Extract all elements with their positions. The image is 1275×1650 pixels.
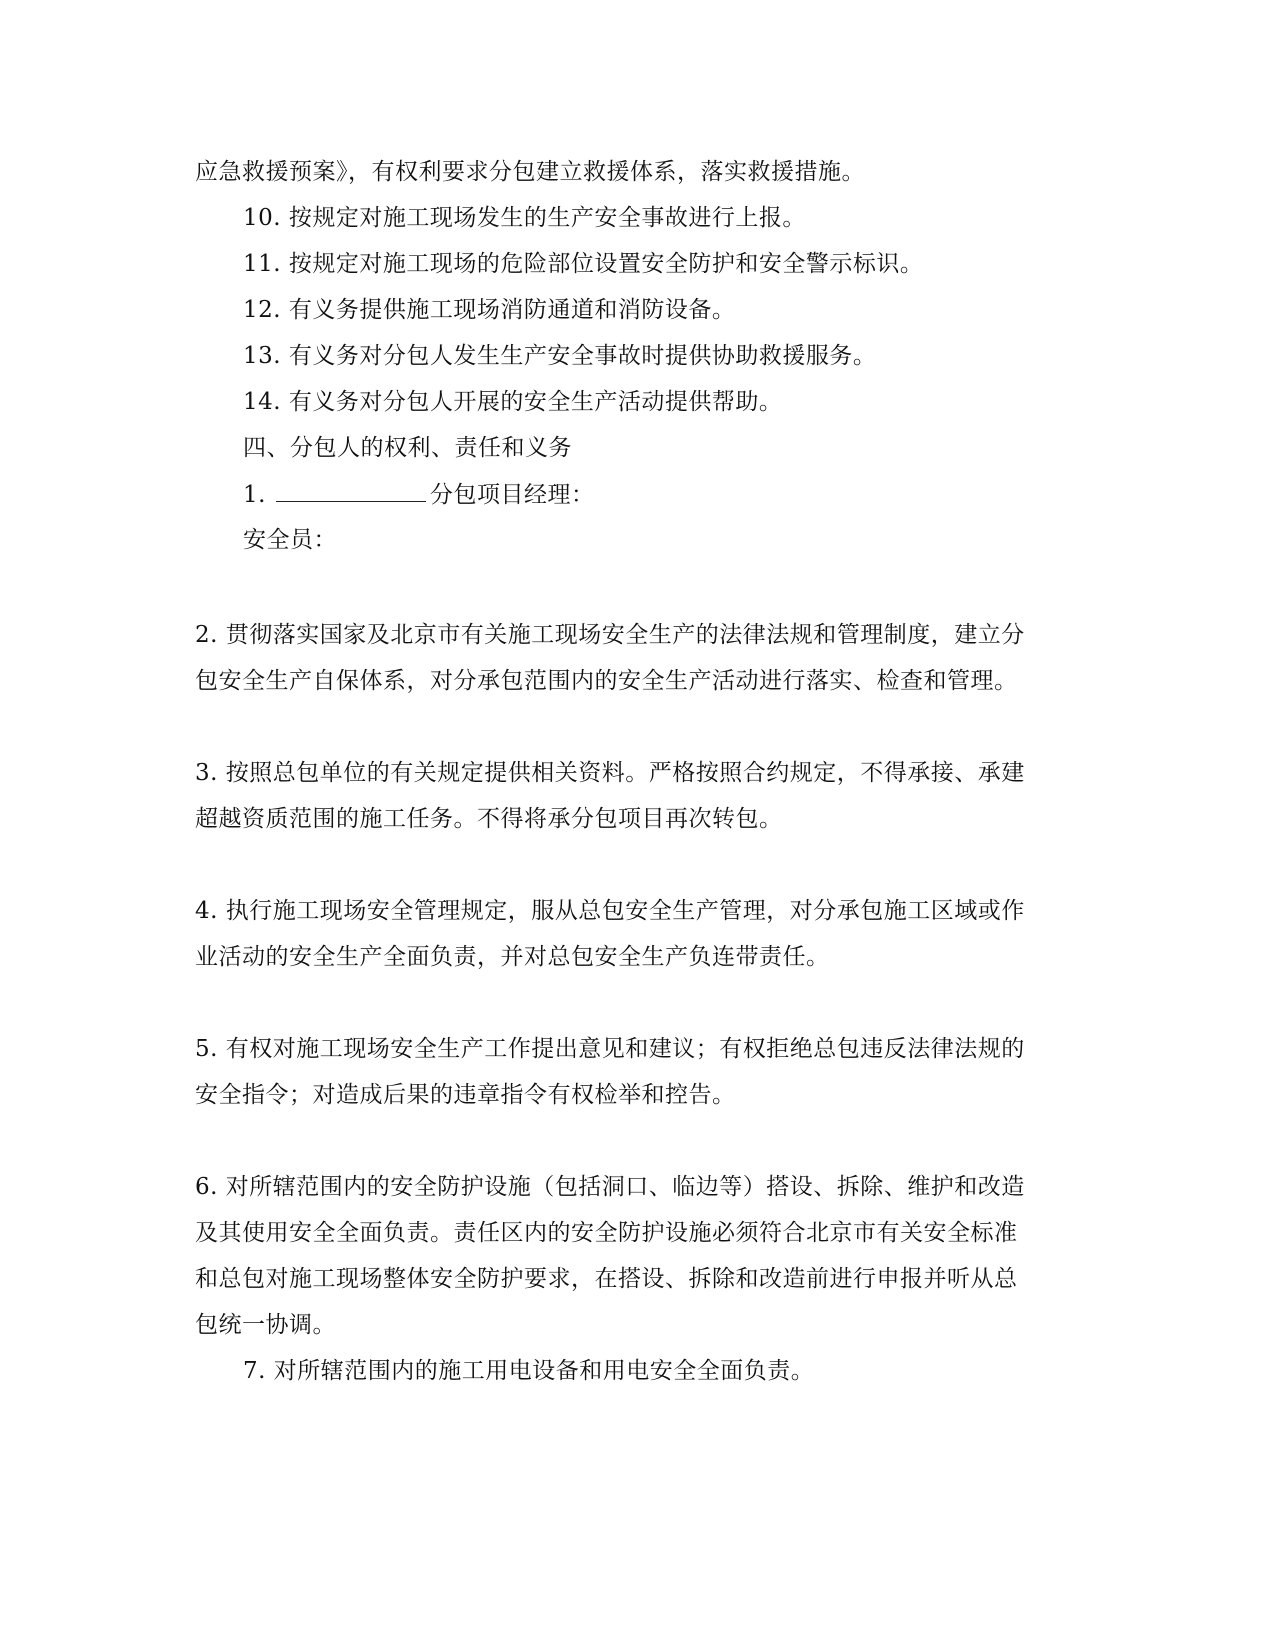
paragraph-6-line-1: 6. 对所辖范围内的安全防护设施（包括洞口、临边等）搭设、拆除、维护和改造 [195,1174,1025,1200]
text-line-item-12: 12. 有义务提供施工现场消防通道和消防设备。 [243,297,736,323]
text-line-item-11: 11. 按规定对施工现场的危险部位设置安全防护和安全警示标识。 [243,251,924,277]
item-1-label: 分包项目经理： [429,482,595,508]
paragraph-4-line-2: 业活动的安全生产全面负责，并对总包安全生产负连带责任。 [195,944,830,970]
paragraph-6-line-4: 包统一协调。 [195,1312,336,1338]
paragraph-6-line-2: 及其使用安全全面负责。责任区内的安全防护设施必须符合北京市有关安全标准 [195,1220,1018,1246]
text-line-item-7: 7. 对所辖范围内的施工用电设备和用电安全全面负责。 [243,1358,815,1384]
section-heading-subcontractor: 四、分包人的权利、责任和义务 [243,435,572,461]
paragraph-2-line-1: 2. 贯彻落实国家及北京市有关施工现场安全生产的法律法规和管理制度，建立分 [195,622,1025,648]
paragraph-3-line-2: 超越资质范围的施工任务。不得将承分包项目再次转包。 [195,806,783,832]
fill-in-blank [276,479,426,502]
paragraph-5-line-1: 5. 有权对施工现场安全生产工作提出意见和建议；有权拒绝总包违反法律法规的 [195,1036,1025,1062]
text-line-emergency-plan: 应急救援预案》，有权利要求分包建立救援体系，落实救援措施。 [195,159,865,185]
text-line-item-13: 13. 有义务对分包人发生生产安全事故时提供协助救援服务。 [243,343,877,369]
paragraph-4-line-1: 4. 执行施工现场安全管理规定，服从总包安全生产管理，对分承包施工区域或作 [195,898,1025,924]
paragraph-3-line-1: 3. 按照总包单位的有关规定提供相关资料。严格按照合约规定，不得承接、承建 [195,760,1025,786]
text-line-item-10: 10. 按规定对施工现场发生的生产安全事故进行上报。 [243,205,806,231]
text-line-item-1 [243,479,594,510]
text-line-item-14: 14. 有义务对分包人开展的安全生产活动提供帮助。 [243,389,783,415]
paragraph-2-line-2: 包安全生产自保体系，对分承包范围内的安全生产活动进行落实、检查和管理。 [195,668,1018,694]
safety-officer-label: 安全员： [243,527,337,553]
paragraph-6-line-3: 和总包对施工现场整体安全防护要求，在搭设、拆除和改造前进行申报并听从总 [195,1266,1018,1292]
item-1-number: 1. [243,482,266,508]
paragraph-5-line-2: 安全指令；对造成后果的违章指令有权检举和控告。 [195,1082,736,1108]
